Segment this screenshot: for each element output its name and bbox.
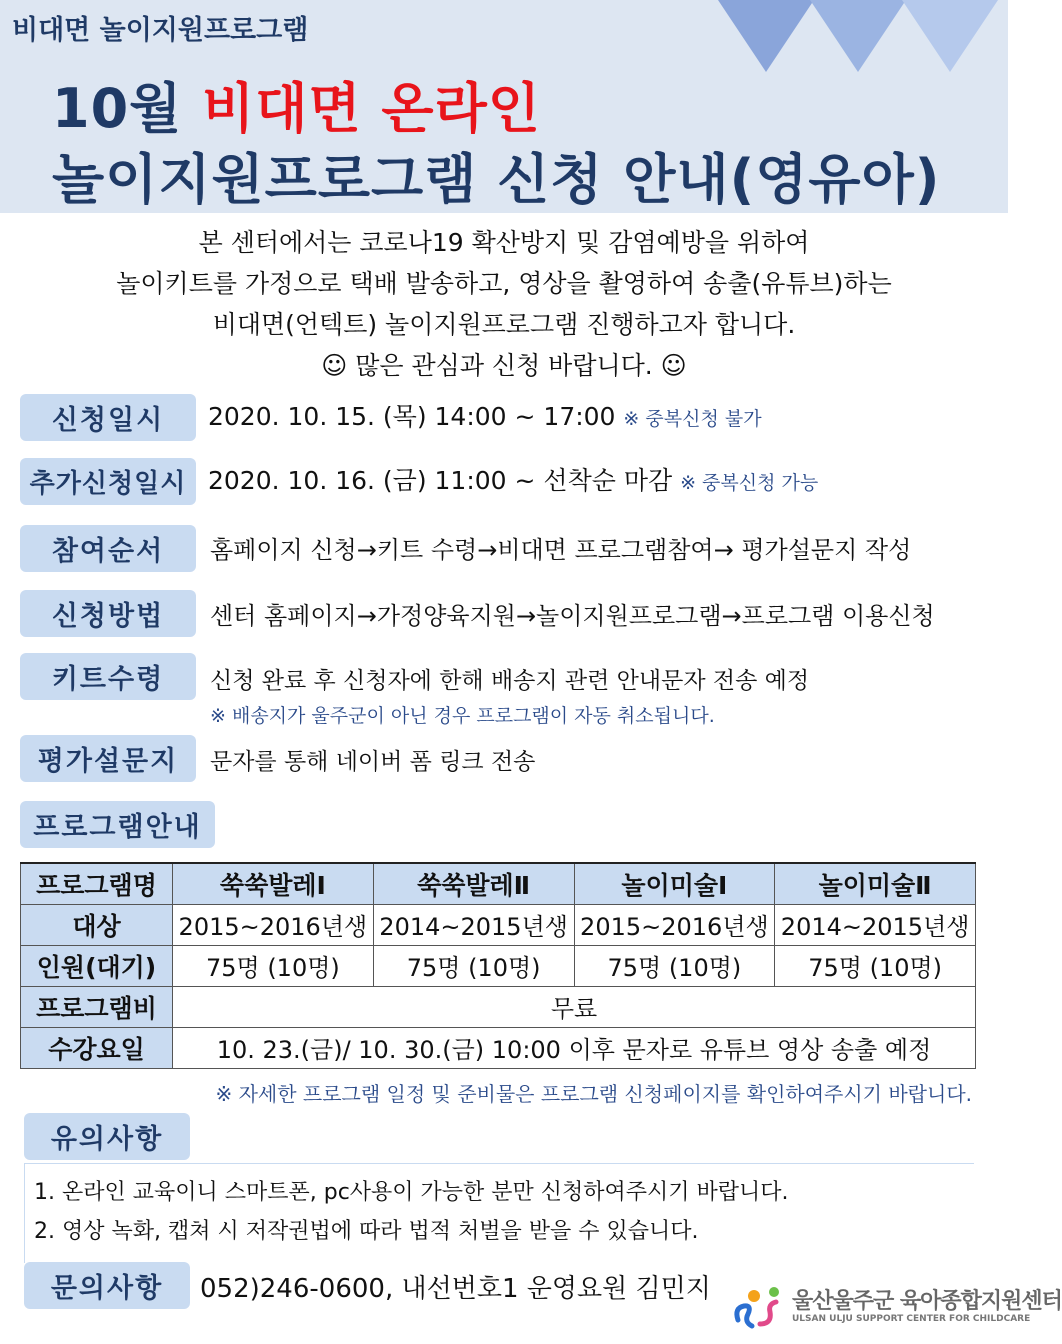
table-row [21, 904, 976, 945]
table-cell: 75명 (10명) [775, 945, 976, 986]
intro-line: 비대면(언텍트) 놀이지원프로그램 진행하고자 합니다. [212, 310, 796, 339]
kit-text: 신청 완료 후 신청자에 한해 배송지 관련 안내문자 전송 예정 [210, 668, 810, 694]
apply-date-value: 2020. 10. 15. (목) 14:00 ~ 17:00 [208, 402, 616, 431]
decorative-triangle [902, 0, 998, 72]
table-cell: 2015~2016년생 [574, 904, 775, 945]
table-cell: 2014~2015년생 [373, 904, 574, 945]
extra-date-note: ※ 중복신청 가능 [680, 472, 819, 494]
intro-line: 놀이키트를 가정으로 택배 발송하고, 영상을 촬영하여 송출(유튜브)하는 [116, 269, 892, 298]
kit-note: ※ 배송지가 울주군이 아닌 경우 프로그램이 자동 취소됩니다. [210, 705, 715, 727]
row-header: 대상 [21, 904, 173, 945]
decorative-triangle [718, 0, 814, 72]
table-cell: 무료 [173, 986, 976, 1027]
row-header: 인원(대기) [21, 945, 173, 986]
table-row [21, 945, 976, 986]
intro-line: 본 센터에서는 코로나19 확산방지 및 감염예방을 위하여 [198, 228, 810, 257]
method-label: 신청방법 [20, 590, 196, 637]
intro-paragraph [0, 222, 1008, 386]
survey-label: 평가설문지 [20, 735, 196, 782]
title-prefix: 10월 [52, 77, 203, 140]
center-logo [730, 1280, 1062, 1336]
program-name-cell: 놀이미술Ⅰ [574, 863, 775, 904]
program-name-cell: 놀이미술Ⅱ [775, 863, 976, 904]
extra-date-text [208, 461, 818, 497]
caution-label: 유의사항 [24, 1113, 190, 1160]
table-cell: 2015~2016년생 [173, 904, 374, 945]
table-row [21, 986, 976, 1027]
survey-text: 문자를 통해 네이버 폼 링크 전송 [210, 749, 536, 775]
title-highlight: 비대면 온라인 [202, 77, 541, 140]
decorative-triangle [810, 0, 906, 72]
header-banner [0, 0, 1008, 213]
table-header-row [21, 863, 976, 904]
page-title-line2: 놀이지원프로그램 신청 안내(영유아) [52, 148, 941, 211]
program-name-cell: 쑥쑥발레Ⅱ [373, 863, 574, 904]
caution-item: 2. 영상 녹화, 캡쳐 시 저작권법에 따라 법적 처벌을 받을 수 있습니다. [34, 1219, 699, 1244]
extra-date-value: 2020. 10. 16. (금) 11:00 ~ 선착순 마감 [208, 466, 673, 495]
table-row [21, 1027, 976, 1068]
program-guide-label: 프로그램안내 [20, 801, 215, 848]
kit-label: 키트수령 [20, 653, 196, 700]
order-text: 홈페이지 신청→키트 수령→비대면 프로그램참여→ 평가설문지 작성 [210, 536, 912, 564]
program-table [20, 862, 976, 1069]
table-cell: 75명 (10명) [574, 945, 775, 986]
contact-text: 052)246-0600, 내선번호1 운영요원 김민지 [200, 1274, 711, 1304]
apply-date-text [208, 397, 762, 433]
caution-item: 1. 온라인 교육이니 스마트폰, pc사용이 가능한 분만 신청하여주시기 바랍니다. [34, 1180, 789, 1205]
contact-label: 문의사항 [24, 1262, 190, 1309]
table-cell: 75명 (10명) [173, 945, 374, 986]
program-name-cell: 쑥쑥발레Ⅰ [173, 863, 374, 904]
apply-date-label: 신청일시 [20, 394, 196, 441]
intro-line: ☺ 많은 관심과 신청 바랍니다. ☺ [321, 351, 687, 380]
table-cell: 75명 (10명) [373, 945, 574, 986]
order-label: 참여순서 [20, 525, 196, 572]
row-header: 프로그램비 [21, 986, 173, 1027]
table-header-cell: 프로그램명 [21, 863, 173, 904]
apply-date-note: ※ 중복신청 불가 [623, 408, 762, 430]
logo-name: 울산울주군 육아종합지원센터 [792, 1289, 1062, 1314]
table-footnote: ※ 자세한 프로그램 일정 및 준비물은 프로그램 신청페이지를 확인하여주시기 바랍니다. [215, 1082, 972, 1106]
row-header: 수강요일 [21, 1027, 173, 1068]
table-cell: 10. 23.(금)/ 10. 30.(금) 10:00 이후 문자로 유튜브 영상 송출 예정 [173, 1027, 976, 1068]
top-label: 비대면 놀이지원프로그램 [12, 15, 309, 46]
page-title-line1 [52, 66, 541, 143]
center-logo-icon [730, 1280, 786, 1336]
logo-english: ULSAN ULJU SUPPORT CENTER FOR CHILDCARE [792, 1314, 1031, 1324]
method-text: 센터 홈페이지→가정양육지원→놀이지원프로그램→프로그램 이용신청 [210, 602, 935, 630]
table-cell: 2014~2015년생 [775, 904, 976, 945]
extra-date-label: 추가신청일시 [20, 458, 196, 505]
